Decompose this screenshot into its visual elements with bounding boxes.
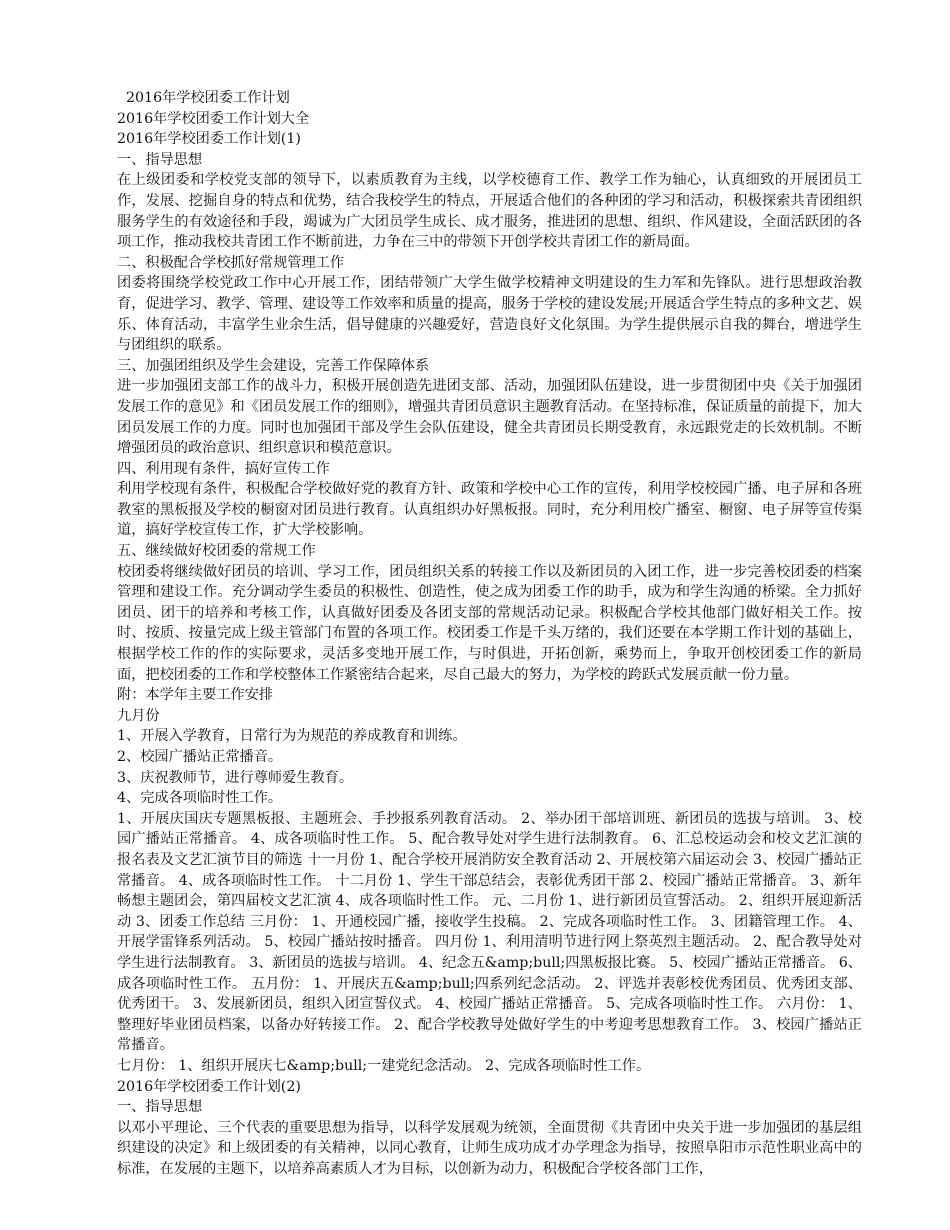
paragraph: 在上级团委和学校党支部的领导下，以素质教育为主线，以学校德育工作、教学工作为轴心，认真细致的开展团员工作，发展、挖掘自身的特点和优势，结合我校学生的特点，开展适合他们的各种团的学习和活动，积极探索共青团组织服务学生的有效途径和手段，竭诚为广大团员学生成长、成才服务，推进团的思想、组织、作风建设，全面活跃团的各项工作，推动我校共青团工作不断前进，力争在三中的带领下开创学校共青团工作的新局面。 — [117, 172, 862, 251]
schedule-paragraph: 七月份： 1、组织开展庆七&amp;bull;一建党纪念活动。 2、完成各项临时性工作。 — [117, 1057, 651, 1074]
paragraph: 以邓小平理论、三个代表的重要思想为指导，以科学发展观为统领，全面贯彻《共青团中央关于进一步加强团的基层组织建设的决定》和上级团委的有关精神，以同心教育，让师生成功成才办学理念为指导，按照阜阳市示范性职业高中的标准，在发展的主题下，以培养高素质人才为目标，以创新为动力，积极配合学校各部门工作， — [117, 1119, 862, 1177]
section-heading: 一、指导思想 — [117, 151, 203, 168]
section-heading: 一、指导思想 — [117, 1099, 203, 1116]
document-title: 2016年学校团委工作计划 — [126, 90, 290, 106]
month-heading: 九月份 — [117, 707, 160, 724]
paragraph: 团委将围绕学校党政工作中心开展工作，团结带领广大学生做学校精神文明建设的生力军和先锋队。进行思想政治教育，促进学习、教学、管理、建设等工作效率和质量的提高，服务于学校的建设发展;开展适合学生特点的多种文艺、娱乐、体育活动，丰富学生业余生活，倡导健康的兴趣爱好，营造良好文化氛围。为学生提供展示自我的舞台，增进学生与团组织的联系。 — [117, 275, 862, 354]
paragraph: 进一步加强团支部工作的战斗力，积极开展创造先进团支部、活动，加强团队伍建设，进一步贯彻团中央《关于加强团发展工作的意见》和《团员发展工作的细则》，增强共青团员意识主题教育活动。在坚持标准，保证质量的前提下，加大团员发展工作的力度。同时也加强团干部及学生会队伍建设，健全共青团员长期受教育，永远跟党走的长效机制。不断增强团员的政治意识、组织意识和模范意识。 — [117, 378, 862, 457]
appendix-heading: 附：本学年主要工作安排 — [117, 687, 274, 704]
list-item: 3、庆祝教师节，进行尊师爱生教育。 — [117, 769, 354, 786]
paragraph: 2016年学校团委工作计划大全 — [117, 110, 310, 127]
list-item: 1、开展入学教育，日常行为为规范的养成教育和训练。 — [117, 728, 467, 745]
list-item: 2、校园广播站正常播音。 — [117, 749, 283, 765]
document-body — [117, 109, 862, 1180]
paragraph: 2016年学校团委工作计划(2) — [117, 1078, 301, 1095]
paragraph: 校团委将继续做好团员的培训、学习工作，团员组织关系的转接工作以及新团员的入团工作，进一步完善校团委的档案管理和建设工作。充分调动学生委员的积极性、创造性，使之成为团委工作的助手，成为和学生沟通的桥梁。全力抓好团员、团干的培养和考核工作，认真做好团委及各团支部的常规活动记录。积极配合学校其他部门做好相关工作。按时、按质、按量完成上级主管部门布置的各项工作。校团委工作是千头万绪的，我们还要在本学期工作计划的基础上，根据学校工作的作的实际要求，灵活多变地开展工作，与时俱进，开拓创新，乘势而上，争取开创校团委工作的新局面，把校团委的工作和学校整体工作紧密结合起来，尽自己最大的努力，为学校的跨跃式发展贡献一份力量。 — [117, 563, 862, 683]
section-heading: 二、积极配合学校抓好常规管理工作 — [117, 254, 345, 271]
list-item: 4、完成各项临时性工作。 — [117, 790, 283, 807]
section-heading: 五、继续做好校团委的常规工作 — [117, 543, 316, 560]
paragraph: 2016年学校团委工作计划(1) — [117, 131, 301, 148]
section-heading: 三、加强团组织及学生会建设，完善工作保障体系 — [117, 357, 430, 374]
paragraph: 利用学校现有条件，积极配合学校做好党的教育方针、政策和学校中心工作的宣传，利用学校校园广播、电子屏和各班教室的黑板报及学校的橱窗对团员进行教育。认真组织办好黑板报。同时，充分利用校广播室、橱窗、电子屏等宣传渠道，搞好学校宣传工作，扩大学校影响。 — [117, 481, 862, 539]
section-heading: 四、利用现有条件，搞好宣传工作 — [117, 460, 330, 477]
schedule-paragraph: 1、开展庆国庆专题黑板报、主题班会、手抄报系列教育活动。 2、举办团干部培训班、新团员的选拔与培训。 3、校园广播站正常播音。 4、成各项临时性工作。 5、配合教导处对学生进行法制教育。 6、汇总校运动会和校文艺汇演的报名表及文艺汇演节目的筛选 十一月份 1、配合学校开展消防安全教育活动 2、开展校第六届运动会 3、校园广播站正常播音。 4、成各项临时性工作。 十二月份 1、学生干部总结会，表彰优秀团干部 2、校园广播站正常播音。 3、新年畅想主题团会，第四届校文艺汇演 4、成各项临时性工作。 元、二月份 1、进行新团员宣誓活动。 2、组织开展迎新活动 3、团委工作总结 三月份： 1、开通校园广播，接收学生投稿。 2、完成各项临时性工作。 3、团籍管理工作。 4、开展学雷锋系列活动。 5、校园广播站按时播音。 四月份 1、利用清明节进行网上祭英烈主题活动。 2、配合教导处对学生进行法制教育。 3、新团员的选拔与培训。 4、纪念五&amp;bull;四黑板报比赛。 5、校园广播站正常播音。 6、成各项临时性工作。 五月份： 1、开展庆五&amp;bull;四系列纪念活动。 2、评选并表彰校优秀团员、优秀团支部、优秀团干。 3、发展新团员，组织入团宣誓仪式。 4、校园广播站正常播音。 5、完成各项临时性工作。 六月份： 1、整理好毕业团员档案，以备办好转接工作。 2、配合学校教导处做好学生的中考迎考思想教育工作。 3、校园广播站正常播音。 — [117, 810, 862, 1054]
